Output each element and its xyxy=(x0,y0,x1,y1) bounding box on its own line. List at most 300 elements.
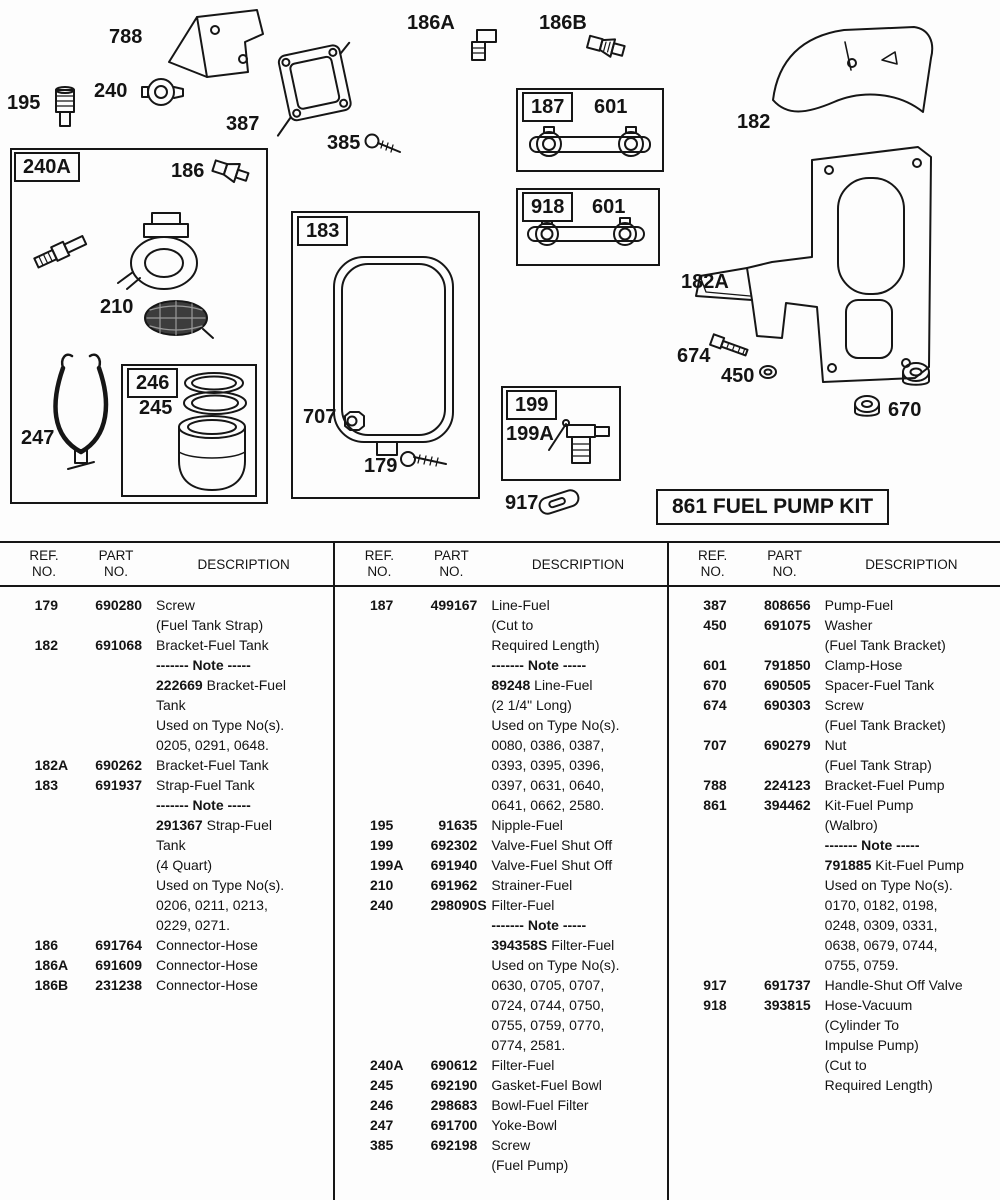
parts-drawings xyxy=(0,0,1000,541)
part-row-182-cont xyxy=(14,655,329,675)
part-row-861-cont xyxy=(683,895,996,915)
part-suffix xyxy=(142,675,154,695)
description: (Fuel Tank Strap) xyxy=(156,617,264,633)
ref-no xyxy=(14,915,58,935)
part-no xyxy=(743,935,811,955)
ref-no xyxy=(349,915,393,935)
part-no xyxy=(409,715,477,735)
ref-no xyxy=(14,875,58,895)
ref-no xyxy=(14,795,58,815)
part-suffix xyxy=(477,855,489,875)
ref-suffix xyxy=(727,635,743,655)
ref-suffix xyxy=(58,635,74,655)
part-row-183-cont xyxy=(14,855,329,875)
part-row-918-cont xyxy=(683,1075,996,1095)
part-row-182-cont xyxy=(14,695,329,715)
ref-suffix: A xyxy=(393,857,404,873)
ref-no xyxy=(14,815,58,835)
ref-suffix xyxy=(58,715,74,735)
ref-suffix xyxy=(727,1015,743,1035)
parts-diagram xyxy=(0,0,1000,541)
ref-no xyxy=(14,835,58,855)
ref-suffix xyxy=(58,615,74,635)
table-body-column-1 xyxy=(0,587,333,995)
ref-suffix xyxy=(393,1115,409,1135)
part-no: 394462 xyxy=(763,797,811,813)
part-row-183-cont xyxy=(14,915,329,935)
description: ------- Note ----- xyxy=(824,837,920,853)
part-no xyxy=(743,1035,811,1055)
description: Used on Type No(s). xyxy=(156,717,285,733)
ref-suffix xyxy=(727,995,743,1015)
part-label-240: 240 xyxy=(94,80,128,102)
ref-suffix xyxy=(58,595,74,615)
table-body-column-2 xyxy=(335,587,666,1175)
ref-suffix xyxy=(727,655,743,675)
ref-no xyxy=(14,675,58,695)
part-row-918-cont xyxy=(683,1055,996,1075)
header-description: DESCRIPTION xyxy=(865,556,958,572)
part-row-182 xyxy=(14,635,329,655)
part-row-187-cont xyxy=(349,615,662,635)
description: Used on Type No(s). xyxy=(491,717,620,733)
part-suffix xyxy=(142,635,154,655)
ref-suffix xyxy=(393,895,409,915)
part-suffix xyxy=(811,795,823,815)
part-label-387: 387 xyxy=(226,113,260,135)
part-row-182A xyxy=(14,755,329,775)
part-row-183-cont xyxy=(14,795,329,815)
part-row-240-cont xyxy=(349,975,662,995)
part-no xyxy=(74,815,142,835)
part-suffix xyxy=(477,1015,489,1035)
description: (Fuel Pump) xyxy=(491,1157,569,1173)
header-description: DESCRIPTION xyxy=(197,556,290,572)
ref-suffix xyxy=(727,695,743,715)
table-header xyxy=(669,543,1000,587)
part-no xyxy=(409,915,477,935)
part-suffix xyxy=(477,915,489,935)
ref-no xyxy=(349,1155,393,1175)
part-suffix xyxy=(811,995,823,1015)
header-ref-no xyxy=(14,548,74,585)
description: (Fuel Tank Strap) xyxy=(824,757,932,773)
header-ref-line1: REF. xyxy=(29,548,59,563)
ref-no xyxy=(349,955,393,975)
part-row-187-cont xyxy=(349,655,662,675)
bracket-fuel-pump-788-drawing xyxy=(169,10,263,77)
header-ref-line2: NO. xyxy=(367,564,392,579)
part-suffix xyxy=(477,875,489,895)
ref-suffix xyxy=(393,655,409,675)
ref-suffix xyxy=(727,855,743,875)
part-no: 690279 xyxy=(763,737,811,753)
part-suffix xyxy=(142,615,154,635)
description: (Fuel Tank Bracket) xyxy=(824,717,946,733)
part-row-187-cont xyxy=(349,755,662,775)
part-row-240 xyxy=(349,895,662,915)
ref-suffix xyxy=(727,615,743,635)
screw-179-drawing xyxy=(401,452,446,466)
ref-suffix xyxy=(727,715,743,735)
nipple-240A-drawing xyxy=(33,233,87,269)
part-suffix: S xyxy=(477,897,487,913)
header-ref-line2: NO. xyxy=(700,564,725,579)
ref-suffix xyxy=(393,875,409,895)
ref-no: 186 xyxy=(34,957,58,973)
ref-suffix xyxy=(393,995,409,1015)
ref-no: 670 xyxy=(703,677,727,693)
header-part-line2: NO. xyxy=(103,564,128,579)
part-no xyxy=(74,695,142,715)
part-suffix xyxy=(142,715,154,735)
ref-no xyxy=(14,655,58,675)
part-row-240-cont xyxy=(349,1015,662,1035)
ref-suffix xyxy=(393,1095,409,1115)
part-no xyxy=(409,955,477,975)
ref-no xyxy=(683,895,727,915)
part-row-179-cont xyxy=(14,615,329,635)
part-suffix xyxy=(477,755,489,775)
part-no: 298683 xyxy=(430,1097,478,1113)
part-row-861-cont xyxy=(683,915,996,935)
ref-no: 674 xyxy=(703,697,727,713)
part-no xyxy=(409,675,477,695)
part-no xyxy=(743,895,811,915)
description: 0641, 0662, 2580. xyxy=(491,797,605,813)
part-suffix xyxy=(142,735,154,755)
ref-no: 187 xyxy=(369,597,394,613)
ref-no: 918 xyxy=(703,997,727,1013)
part-label-183: 183 xyxy=(297,216,348,246)
ref-suffix xyxy=(393,795,409,815)
part-suffix xyxy=(811,815,823,835)
part-row-199 xyxy=(349,835,662,855)
part-no: 691937 xyxy=(95,777,142,793)
part-suffix xyxy=(811,1015,823,1035)
part-no: 791850 xyxy=(763,657,811,673)
part-no xyxy=(74,735,142,755)
part-suffix xyxy=(811,735,823,755)
header-part-line2: NO. xyxy=(439,564,464,579)
header-part-no xyxy=(743,548,827,585)
part-suffix xyxy=(142,935,154,955)
part-suffix xyxy=(142,655,154,675)
ref-suffix xyxy=(727,1035,743,1055)
ref-suffix xyxy=(393,715,409,735)
part-no: 808656 xyxy=(763,597,811,613)
ref-suffix xyxy=(727,1055,743,1075)
description: Yoke-Bowl xyxy=(491,1117,557,1133)
description: (Cylinder To xyxy=(824,1017,900,1033)
part-label-246: 246 xyxy=(127,368,178,398)
description: Line-Fuel xyxy=(491,597,550,613)
part-no xyxy=(74,615,142,635)
part-label-182A: 182A xyxy=(681,271,729,293)
part-no xyxy=(743,875,811,895)
ref-suffix xyxy=(393,775,409,795)
part-suffix xyxy=(811,895,823,915)
description: 0080, 0386, 0387, xyxy=(491,737,605,753)
part-row-246 xyxy=(349,1095,662,1115)
ref-suffix xyxy=(58,855,74,875)
part-row-240-cont xyxy=(349,955,662,975)
parts-table-column-2 xyxy=(333,543,666,1200)
part-no xyxy=(743,835,811,855)
ref-suffix xyxy=(393,675,409,695)
description: 0397, 0631, 0640, xyxy=(491,777,605,793)
filter-fuel-240-drawing xyxy=(142,79,183,105)
description: ------- Note ----- xyxy=(156,797,251,813)
part-row-186B xyxy=(14,975,329,995)
ref-suffix xyxy=(727,775,743,795)
ref-no xyxy=(683,855,727,875)
ref-no: 199 xyxy=(369,837,394,853)
part-row-385-cont xyxy=(349,1155,662,1175)
ref-suffix xyxy=(727,675,743,695)
part-label-918: 918 xyxy=(522,192,573,222)
part-suffix xyxy=(142,835,154,855)
part-label-707: 707 xyxy=(303,406,337,428)
connector-hose-186A-drawing xyxy=(472,30,496,60)
ref-suffix xyxy=(393,815,409,835)
description: 0393, 0395, 0396, xyxy=(491,757,605,773)
description: Screw xyxy=(491,1137,531,1153)
part-suffix xyxy=(477,835,489,855)
part-row-210 xyxy=(349,875,662,895)
ref-no xyxy=(349,935,393,955)
ref-suffix xyxy=(393,1015,409,1035)
part-row-247 xyxy=(349,1115,662,1135)
part-no xyxy=(74,795,142,815)
ref-no xyxy=(14,735,58,755)
description: ------- Note ----- xyxy=(156,657,251,673)
part-no: 231238 xyxy=(95,977,142,993)
part-suffix xyxy=(811,715,823,735)
part-row-918-cont xyxy=(683,1035,996,1055)
ref-suffix xyxy=(58,655,74,675)
part-suffix xyxy=(811,675,823,695)
description: Required Length) xyxy=(824,1077,933,1093)
ref-suffix xyxy=(58,895,74,915)
header-part-line1: PART xyxy=(98,548,134,563)
description: Bowl-Fuel Filter xyxy=(491,1097,589,1113)
part-suffix xyxy=(477,715,489,735)
ref-suffix xyxy=(393,695,409,715)
description: 89248 Line-Fuel xyxy=(491,677,593,693)
description: Tank xyxy=(156,697,186,713)
part-row-182-cont xyxy=(14,715,329,735)
part-suffix xyxy=(811,755,823,775)
part-suffix xyxy=(811,1075,823,1095)
part-suffix xyxy=(811,955,823,975)
part-row-182-cont xyxy=(14,735,329,755)
part-row-187-cont xyxy=(349,635,662,655)
part-label-450: 450 xyxy=(721,365,755,387)
strainer-fuel-210-drawing xyxy=(145,301,213,338)
part-row-183-cont xyxy=(14,895,329,915)
description: 222669 Bracket-Fuel xyxy=(156,677,286,693)
part-row-861-cont xyxy=(683,835,996,855)
part-row-918 xyxy=(683,995,996,1015)
part-label-601b: 601 xyxy=(592,196,626,218)
part-label-245: 245 xyxy=(139,397,173,419)
description: Filter-Fuel xyxy=(491,1057,555,1073)
part-no xyxy=(409,795,477,815)
description: 0755, 0759. xyxy=(824,957,899,973)
ref-no xyxy=(349,775,393,795)
part-no: 690303 xyxy=(763,697,811,713)
ref-suffix xyxy=(58,795,74,815)
ref-suffix xyxy=(393,1155,409,1175)
description: 0248, 0309, 0331, xyxy=(824,917,938,933)
part-label-670: 670 xyxy=(888,399,922,421)
ref-suffix xyxy=(393,1035,409,1055)
nipple-fuel-195-drawing xyxy=(56,87,74,126)
description: 0206, 0211, 0213, xyxy=(156,897,268,913)
part-row-387 xyxy=(683,595,996,615)
ref-suffix xyxy=(727,975,743,995)
hose-vacuum-918-drawing xyxy=(528,218,644,245)
ref-suffix xyxy=(393,755,409,775)
parts-table xyxy=(0,541,1000,1200)
part-label-195: 195 xyxy=(7,92,41,114)
part-suffix xyxy=(477,1135,489,1155)
ref-no xyxy=(683,835,727,855)
description: Tank xyxy=(156,837,186,853)
ref-suffix xyxy=(393,975,409,995)
description: 0638, 0679, 0744, xyxy=(824,937,938,953)
part-no xyxy=(409,1155,477,1175)
part-no xyxy=(74,835,142,855)
part-suffix xyxy=(477,955,489,975)
header-part-no xyxy=(74,548,158,585)
part-suffix xyxy=(142,695,154,715)
part-suffix xyxy=(811,635,823,655)
part-no: 91635 xyxy=(438,817,478,833)
part-row-861-cont xyxy=(683,855,996,875)
part-row-182-cont xyxy=(14,675,329,695)
description: Nipple-Fuel xyxy=(491,817,563,833)
part-no xyxy=(74,895,142,915)
pump-fuel-387-drawing xyxy=(262,42,365,136)
part-row-195 xyxy=(349,815,662,835)
part-row-450-cont xyxy=(683,635,996,655)
part-no xyxy=(743,855,811,875)
ref-no: 179 xyxy=(34,597,58,613)
ref-suffix xyxy=(58,675,74,695)
part-suffix xyxy=(477,1115,489,1135)
part-no: 690262 xyxy=(95,757,142,773)
ref-no xyxy=(349,995,393,1015)
part-suffix xyxy=(142,975,154,995)
ref-suffix xyxy=(393,835,409,855)
part-row-186A xyxy=(14,955,329,975)
header-part-no xyxy=(409,548,493,585)
description: (Walbro) xyxy=(824,817,878,833)
ref-no: 210 xyxy=(369,877,394,893)
part-row-240-cont xyxy=(349,915,662,935)
description: Bracket-Fuel Tank xyxy=(156,757,269,773)
screw-674-drawing xyxy=(710,334,749,357)
ref-suffix xyxy=(58,935,74,955)
part-suffix xyxy=(811,655,823,675)
part-suffix xyxy=(477,635,489,655)
description: 0205, 0291, 0648. xyxy=(156,737,269,753)
ref-no: 387 xyxy=(703,597,727,613)
part-row-186 xyxy=(14,935,329,955)
ref-no: 917 xyxy=(703,977,727,993)
part-label-247: 247 xyxy=(21,427,55,449)
part-no xyxy=(743,1015,811,1035)
header-part-line2: NO. xyxy=(772,564,797,579)
part-no: 691962 xyxy=(430,877,478,893)
ref-no xyxy=(683,1075,727,1095)
parts-table-column-3 xyxy=(667,543,1000,1200)
ref-no: 182 xyxy=(34,757,58,773)
part-no xyxy=(743,955,811,975)
part-suffix xyxy=(811,695,823,715)
ref-suffix xyxy=(58,915,74,935)
ref-no: 182 xyxy=(34,637,58,653)
part-suffix xyxy=(811,595,823,615)
part-no xyxy=(74,855,142,875)
ref-suffix xyxy=(58,775,74,795)
description: (Fuel Tank Bracket) xyxy=(824,637,946,653)
ref-suffix xyxy=(727,935,743,955)
part-no: 298090 xyxy=(430,897,478,913)
part-no xyxy=(743,915,811,935)
ref-suffix xyxy=(393,935,409,955)
part-label-179: 179 xyxy=(364,455,398,477)
part-no xyxy=(74,655,142,675)
part-suffix xyxy=(142,815,154,835)
connector-hose-186-drawing xyxy=(211,157,250,186)
part-row-707-cont xyxy=(683,755,996,775)
ref-no xyxy=(349,655,393,675)
fuel-line-187-drawing xyxy=(530,127,650,156)
description: 291367 Strap-Fuel xyxy=(156,817,272,833)
part-no xyxy=(74,875,142,895)
ref-suffix: A xyxy=(393,1057,404,1073)
table-body-column-3 xyxy=(669,587,1000,1095)
ref-no xyxy=(349,795,393,815)
part-row-917 xyxy=(683,975,996,995)
ref-suffix xyxy=(58,835,74,855)
part-label-210: 210 xyxy=(100,296,134,318)
ref-no: 240 xyxy=(369,897,394,913)
part-no xyxy=(743,815,811,835)
description: 0774, 2581. xyxy=(491,1037,566,1053)
description: Filter-Fuel xyxy=(491,897,555,913)
ref-no: 186 xyxy=(34,977,58,993)
part-no xyxy=(409,1015,477,1035)
part-suffix xyxy=(477,1035,489,1055)
part-suffix xyxy=(811,1035,823,1055)
part-suffix xyxy=(477,775,489,795)
description: Nut xyxy=(824,737,847,753)
part-row-187-cont xyxy=(349,675,662,695)
part-label-601a: 601 xyxy=(594,96,628,118)
part-suffix xyxy=(811,975,823,995)
part-row-861 xyxy=(683,795,996,815)
handle-shut-off-917-drawing xyxy=(538,488,581,516)
ref-suffix xyxy=(727,795,743,815)
description: 0724, 0744, 0750, xyxy=(491,997,605,1013)
description: Washer xyxy=(824,617,873,633)
description: (4 Quart) xyxy=(156,857,213,873)
bracket-fuel-tank-182A-drawing xyxy=(696,147,931,382)
